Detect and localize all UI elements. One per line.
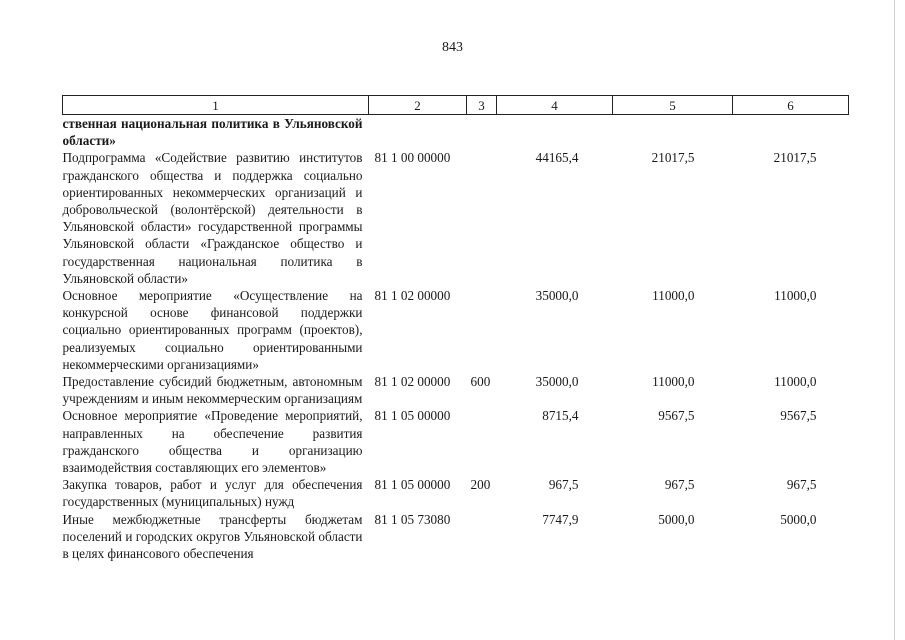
row-value-1: [497, 115, 613, 150]
row-expense-type: 200: [470, 477, 491, 493]
row-value-2: [613, 115, 733, 150]
row-value-2: 9567,5: [658, 408, 695, 424]
row-value-3: 967,5: [786, 477, 817, 493]
row-code: 81 1 05 73080: [374, 511, 451, 527]
table-row: [63, 407, 849, 476]
table-row: [63, 476, 849, 510]
row-value-3: 11000,0: [774, 374, 817, 390]
row-code: 81 1 02 00000: [374, 288, 451, 304]
row-code: 81 1 05 00000: [374, 408, 451, 424]
row-value-3: 21017,5: [773, 150, 817, 166]
row-name: Закупка товаров, работ и услуг для обеспечения государственных (муниципальных) нужд: [62, 477, 363, 510]
page-edge-line: [894, 0, 895, 640]
row-value-2: 5000,0: [658, 511, 695, 527]
row-expense-type: [467, 115, 497, 150]
col-header-2: 2: [369, 96, 467, 115]
row-expense-type: [467, 511, 497, 563]
col-header-6: 6: [733, 96, 849, 115]
row-expense-type: [467, 407, 497, 476]
col-header-3: 3: [467, 96, 497, 115]
table-row: [63, 373, 849, 407]
table-row: [63, 149, 849, 287]
col-header-5: 5: [613, 96, 733, 115]
row-name: Основное мероприятие «Осуществление на конкурсной основе финансовой поддержки социально ориентированных программ (проектов), реализуемых социально ориентированными некоммерческими организациями»: [62, 288, 363, 372]
table-row: [63, 115, 849, 150]
row-value-1: 8715,4: [542, 408, 579, 424]
row-code: 81 1 02 00000: [374, 374, 451, 390]
row-value-2: 967,5: [664, 477, 695, 493]
row-expense-type: [467, 287, 497, 373]
row-value-2: 11000,0: [652, 288, 695, 304]
row-name: Иные межбюджетные трансферты бюджетам поселений и городских округов Ульяновской области в целях финансового обеспечения: [62, 511, 363, 562]
col-header-1: 1: [63, 96, 369, 115]
row-value-2: 21017,5: [651, 150, 695, 166]
row-value-1: 35000,0: [535, 374, 579, 390]
row-value-3: 11000,0: [774, 288, 817, 304]
row-code: [369, 115, 467, 150]
table-row: [63, 287, 849, 373]
row-value-1: 35000,0: [535, 288, 579, 304]
row-code: 81 1 05 00000: [374, 477, 451, 493]
row-value-2: 11000,0: [652, 374, 695, 390]
row-value-3: [733, 115, 849, 150]
row-value-1: 44165,4: [535, 150, 579, 166]
row-name: ственная национальная политика в Ульяновской области»: [62, 116, 363, 149]
col-header-4: 4: [497, 96, 613, 115]
row-expense-type: [467, 149, 497, 287]
row-value-3: 9567,5: [780, 408, 817, 424]
table-row: [63, 511, 849, 563]
row-value-3: 5000,0: [780, 511, 817, 527]
row-name: Основное мероприятие «Проведение мероприятий, направленных на обеспечение развития гражданского общества и организацию взаимодействия составляющих его элементов»: [62, 408, 363, 476]
page-number: 843: [442, 40, 463, 55]
budget-table: [62, 95, 849, 562]
row-code: 81 1 00 00000: [374, 150, 451, 166]
row-value-1: 7747,9: [542, 511, 579, 527]
header-row: [63, 96, 849, 115]
row-name: Предоставление субсидий бюджетным, автономным учреждениям и иным некоммерческим организациям: [62, 374, 363, 407]
row-expense-type: 600: [470, 374, 491, 390]
row-name: Подпрограмма «Содействие развитию институтов гражданского общества и поддержка социально ориентированных некоммерческих организаций и добровольческой (волонтёрской) деятельности в Ульяновской области» государственной программы Ульяновской области «Гражданское общество и государственная национальная политика в Ульяновской области»: [62, 150, 363, 286]
row-value-1: 967,5: [548, 477, 579, 493]
